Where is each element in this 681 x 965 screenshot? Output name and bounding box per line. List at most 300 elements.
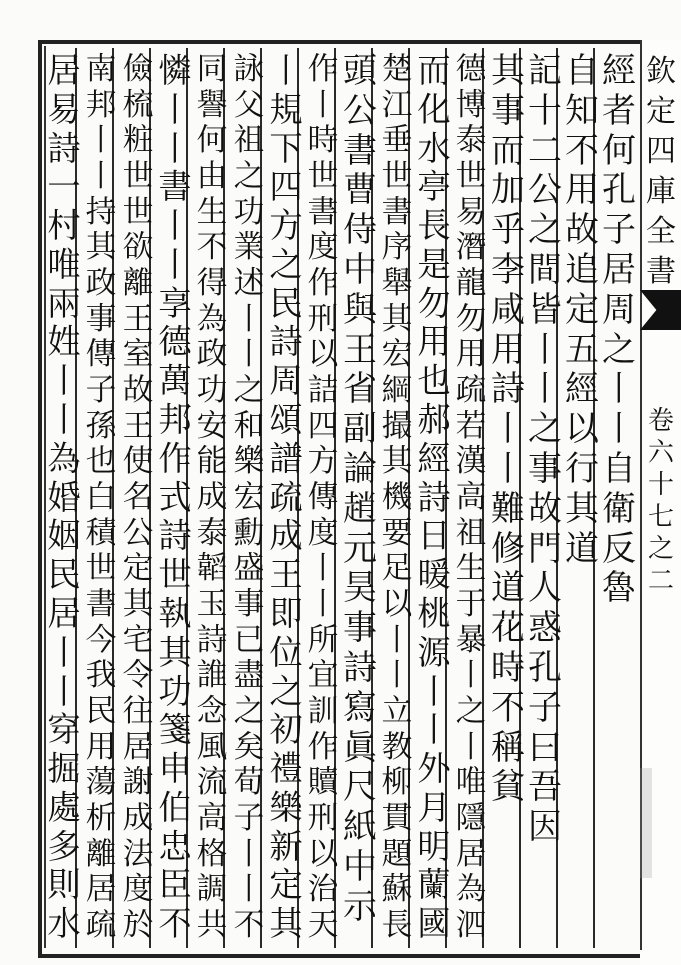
text-char: 示 xyxy=(343,886,377,927)
text-char: 公 xyxy=(122,515,154,551)
text-char: 安 xyxy=(196,408,228,444)
text-char: 暴 xyxy=(455,622,487,658)
margin-volume-char-6: 二 xyxy=(647,566,674,596)
text-char: 教 xyxy=(381,729,413,765)
text-char: 兩 xyxy=(47,283,81,323)
text-char: 積 xyxy=(85,515,117,551)
text-char: 易 xyxy=(455,194,487,230)
text-char: 隱 xyxy=(455,801,487,837)
text-char: 長 xyxy=(417,206,451,246)
text-char: 姻 xyxy=(47,516,81,556)
text-char: 掘 xyxy=(47,749,81,789)
text-char: 作 xyxy=(307,266,339,302)
text-char: 丨 xyxy=(602,409,636,450)
text-char: 刑 xyxy=(307,301,339,337)
text-char: 成 xyxy=(269,516,303,556)
text-char: 時 xyxy=(307,123,339,159)
text-char: 矣 xyxy=(233,729,265,765)
text-char: 與 xyxy=(343,289,377,330)
margin-title-char-5: 全 xyxy=(646,214,676,249)
text-char: 自 xyxy=(602,448,636,489)
text-char: 述 xyxy=(233,266,265,302)
text-char: 化 xyxy=(417,89,451,129)
text-char: 憐 xyxy=(158,52,192,90)
text-char: 往 xyxy=(122,694,154,730)
text-char: 樂 xyxy=(269,787,303,827)
text-char: 丨 xyxy=(233,337,265,373)
text-char: 丨 xyxy=(602,369,636,410)
text-char: 得 xyxy=(196,266,228,302)
text-char: 其 xyxy=(491,52,525,91)
text-char: 書 xyxy=(158,167,192,207)
text-char: 書 xyxy=(307,194,339,230)
margin-title-char-2: 定 xyxy=(646,94,676,129)
text-char: 樂 xyxy=(233,444,265,480)
text-char: 之 xyxy=(233,694,265,730)
text-char: 自 xyxy=(565,52,599,91)
text-char: 李 xyxy=(491,249,525,290)
text-char: 則 xyxy=(47,865,81,905)
text-char: 臣 xyxy=(158,865,192,905)
text-char: 之 xyxy=(233,159,265,195)
text-char: 方 xyxy=(307,444,339,480)
text-char: 月 xyxy=(417,787,451,827)
text-char: 贖 xyxy=(307,765,339,801)
text-char: 申 xyxy=(158,749,192,789)
text-char: 丨 xyxy=(269,52,303,90)
text-char: 周 xyxy=(602,289,636,330)
text-char: 由 xyxy=(196,159,228,195)
text-char: 世 xyxy=(158,555,192,595)
text-char: 玉 xyxy=(196,587,228,623)
text-char: 衛 xyxy=(602,488,636,529)
text-char: 詩 xyxy=(158,516,192,556)
text-char: 副 xyxy=(343,409,377,450)
text-char: 頌 xyxy=(269,400,303,440)
text-char: 王 xyxy=(343,329,377,370)
text-char: 經 xyxy=(417,438,451,478)
text-char: 傳 xyxy=(307,480,339,516)
margin-title-char-4: 庫 xyxy=(646,174,676,209)
text-char: 知 xyxy=(565,90,599,131)
text-char: 邦 xyxy=(85,87,117,123)
text-char: 之 xyxy=(455,694,487,730)
text-char: 之 xyxy=(269,671,303,711)
text-char: 其 xyxy=(381,301,413,337)
text-char: 功 xyxy=(233,194,265,230)
text-char: 訓 xyxy=(307,694,339,730)
text-char: 道 xyxy=(565,528,599,569)
text-char: 綱 xyxy=(381,373,413,409)
text-char: 之 xyxy=(528,210,562,251)
text-char: 萬 xyxy=(158,361,192,401)
text-char: 儉 xyxy=(122,52,154,87)
text-char: 同 xyxy=(196,52,228,87)
text-char: 世 xyxy=(122,159,154,195)
text-char: 世 xyxy=(85,551,117,587)
text-char: 記 xyxy=(528,52,562,91)
text-char: 泰 xyxy=(196,515,228,551)
text-char: 禮 xyxy=(269,749,303,789)
text-char: 即 xyxy=(269,593,303,633)
text-column-16 xyxy=(41,52,87,948)
text-char: 疏 xyxy=(455,373,487,409)
text-char: 花 xyxy=(491,608,525,649)
text-char: 譽 xyxy=(196,87,228,123)
text-char: 勳 xyxy=(233,515,265,551)
text-char: 是 xyxy=(417,244,451,284)
text-char: 南 xyxy=(85,52,117,87)
text-char: 初 xyxy=(269,710,303,750)
text-char: 泗 xyxy=(455,908,487,944)
text-char: 邦 xyxy=(158,400,192,440)
text-char: 忠 xyxy=(158,826,192,866)
text-char: 享 xyxy=(158,283,192,323)
text-char: 事 xyxy=(491,90,525,131)
text-char: 德 xyxy=(455,52,487,87)
text-char: 曰 xyxy=(528,727,562,768)
text-char: 而 xyxy=(417,52,451,90)
text-char: 蕩 xyxy=(85,765,117,801)
text-char: 故 xyxy=(565,210,599,251)
text-char: 丨 xyxy=(307,87,339,123)
text-char: 公 xyxy=(343,90,377,131)
text-char: 以 xyxy=(381,587,413,623)
text-char: 居 xyxy=(602,249,636,290)
text-char: 荀 xyxy=(233,765,265,801)
text-char: 令 xyxy=(122,658,154,694)
text-char: 難 xyxy=(491,488,525,529)
text-char: 論 xyxy=(343,448,377,489)
text-char: 丨 xyxy=(491,448,525,489)
text-char: 民 xyxy=(47,555,81,595)
text-char: 名 xyxy=(122,480,154,516)
text-char: 姓 xyxy=(47,322,81,362)
margin-title-char-1: 欽 xyxy=(646,54,676,89)
text-char: 眞 xyxy=(343,727,377,768)
text-char: 其 xyxy=(122,587,154,623)
text-char: 柳 xyxy=(381,765,413,801)
text-char: 疏 xyxy=(85,908,117,944)
text-char: 伯 xyxy=(158,787,192,827)
text-char: 水 xyxy=(417,128,451,168)
text-char: 十 xyxy=(528,90,562,131)
text-char: 追 xyxy=(565,249,599,290)
text-char: 謝 xyxy=(122,765,154,801)
margin-volume xyxy=(642,405,680,597)
text-char: 題 xyxy=(381,836,413,872)
scan-smudge xyxy=(640,768,652,878)
text-char: 四 xyxy=(269,167,303,207)
text-char: 之 xyxy=(602,329,636,370)
text-char: 欲 xyxy=(122,230,154,266)
text-char: 博 xyxy=(455,87,487,123)
text-char: 詰 xyxy=(307,373,339,409)
text-char: 丨 xyxy=(455,658,487,694)
text-char: 事 xyxy=(343,608,377,649)
text-char: 郝 xyxy=(417,400,451,440)
text-char: 周 xyxy=(269,361,303,401)
text-char: 流 xyxy=(196,765,228,801)
text-char: 門 xyxy=(528,528,562,569)
text-char: 不 xyxy=(158,904,192,944)
text-char: 故 xyxy=(122,373,154,409)
text-char: 中 xyxy=(343,846,377,887)
text-char: 丨 xyxy=(158,89,192,129)
text-char: 勿 xyxy=(455,301,487,337)
text-char: 乎 xyxy=(491,210,525,251)
text-char: 江 xyxy=(381,87,413,123)
text-char: 以 xyxy=(307,337,339,373)
text-char: 水 xyxy=(47,904,81,944)
text-char: 世 xyxy=(455,159,487,195)
text-char: 序 xyxy=(381,230,413,266)
text-char: 修 xyxy=(491,528,525,569)
text-char: 詠 xyxy=(233,52,265,87)
text-char: 位 xyxy=(269,632,303,672)
text-char: 時 xyxy=(491,647,525,688)
text-char: 立 xyxy=(381,694,413,730)
text-char: 盡 xyxy=(233,658,265,694)
text-char: 宏 xyxy=(381,337,413,373)
text-char: 丨 xyxy=(417,671,451,711)
text-char: 蘇 xyxy=(381,872,413,908)
text-char: 能 xyxy=(196,444,228,480)
text-char: 箋 xyxy=(158,710,192,750)
text-char: 長 xyxy=(381,908,413,944)
text-char: 居 xyxy=(85,872,117,908)
text-char: 子 xyxy=(233,801,265,837)
text-char: 不 xyxy=(565,130,599,171)
text-char: 居 xyxy=(455,836,487,872)
margin-title-char-3: 四 xyxy=(646,134,676,169)
text-char: 用 xyxy=(417,322,451,362)
text-char: 故 xyxy=(528,488,562,529)
text-char: 稱 xyxy=(491,727,525,768)
text-char: 之 xyxy=(528,409,562,450)
text-char: 盛 xyxy=(233,551,265,587)
text-char: 室 xyxy=(122,337,154,373)
text-char: 為 xyxy=(47,438,81,478)
text-char: 間 xyxy=(528,249,562,290)
text-char: 丨 xyxy=(233,872,265,908)
text-char: 梳 xyxy=(122,87,154,123)
text-char: 五 xyxy=(565,329,599,370)
text-char: 要 xyxy=(381,515,413,551)
text-char: 唯 xyxy=(47,244,81,284)
text-char: 作 xyxy=(307,729,339,765)
text-char: 昊 xyxy=(343,568,377,609)
text-char: 德 xyxy=(158,322,192,362)
text-char: 省 xyxy=(343,369,377,410)
text-char: 唯 xyxy=(455,765,487,801)
margin-title xyxy=(642,52,680,292)
text-char: 離 xyxy=(122,266,154,302)
text-char: 也 xyxy=(85,444,117,480)
text-char: 疏 xyxy=(269,477,303,517)
text-char: 詩 xyxy=(343,647,377,688)
text-char: 紙 xyxy=(343,807,377,848)
text-char: 用 xyxy=(565,170,599,211)
text-char: 者 xyxy=(602,90,636,131)
text-char: 成 xyxy=(196,480,228,516)
text-char: 書 xyxy=(343,130,377,171)
text-char: 宏 xyxy=(233,480,265,516)
text-char: 定 xyxy=(122,551,154,587)
text-char: 新 xyxy=(269,826,303,866)
text-char: 居 xyxy=(122,729,154,765)
text-char: 生 xyxy=(196,194,228,230)
text-char: 魯 xyxy=(602,568,636,609)
text-char: 王 xyxy=(122,408,154,444)
text-char: 功 xyxy=(196,373,228,409)
text-char: 其 xyxy=(381,444,413,480)
text-char: 龍 xyxy=(455,266,487,302)
text-char: 丨 xyxy=(47,400,81,440)
text-char: 元 xyxy=(343,528,377,569)
text-char: 使 xyxy=(122,444,154,480)
text-char: 勿 xyxy=(417,283,451,323)
text-char: 不 xyxy=(233,908,265,944)
text-char: 世 xyxy=(307,159,339,195)
text-char: 事 xyxy=(233,587,265,623)
text-char: 治 xyxy=(307,872,339,908)
text-char: 丨 xyxy=(528,369,562,410)
text-char: 丨 xyxy=(158,206,192,246)
text-char: 蘭 xyxy=(417,865,451,905)
text-char: 丨 xyxy=(47,361,81,401)
text-char: 用 xyxy=(85,729,117,765)
text-char: 村 xyxy=(47,206,81,246)
text-char: 子 xyxy=(85,373,117,409)
text-char: 度 xyxy=(307,230,339,266)
text-char: 侍 xyxy=(343,210,377,251)
text-char: 中 xyxy=(343,249,377,290)
text-char: 和 xyxy=(233,408,265,444)
text-char: 也 xyxy=(417,361,451,401)
text-char: 寫 xyxy=(343,687,377,728)
text-char: 祖 xyxy=(233,123,265,159)
text-char: 漢 xyxy=(455,444,487,480)
text-char: 宜 xyxy=(307,658,339,694)
text-char: 詩 xyxy=(269,322,303,362)
margin-volume-char-4: 七 xyxy=(647,502,674,532)
text-char: 人 xyxy=(528,568,562,609)
text-char: 多 xyxy=(47,826,81,866)
text-char: 外 xyxy=(417,749,451,789)
text-char: 作 xyxy=(158,438,192,478)
text-char: 何 xyxy=(196,123,228,159)
text-char: 孔 xyxy=(528,647,562,688)
text-char: 為 xyxy=(196,301,228,337)
text-char: 居 xyxy=(47,52,81,90)
text-char: 丨 xyxy=(85,123,117,159)
text-char: 曹 xyxy=(343,170,377,211)
text-char: 定 xyxy=(269,865,303,905)
text-char: 四 xyxy=(307,408,339,444)
text-char: 何 xyxy=(602,130,636,171)
text-char: 日 xyxy=(417,516,451,556)
text-char: 離 xyxy=(85,836,117,872)
text-char: 頭 xyxy=(343,52,377,91)
text-char: 為 xyxy=(455,872,487,908)
text-char: 其 xyxy=(565,488,599,529)
margin-volume-char-3: 十 xyxy=(647,470,674,500)
text-char: 咸 xyxy=(491,289,525,330)
text-char: 加 xyxy=(491,170,525,211)
text-char: 定 xyxy=(565,289,599,330)
text-char: 法 xyxy=(122,836,154,872)
text-char: 譜 xyxy=(269,438,303,478)
text-char: 機 xyxy=(381,480,413,516)
text-char: 于 xyxy=(455,587,487,623)
text-char: 書 xyxy=(381,194,413,230)
text-char: 其 xyxy=(158,632,192,672)
text-char: 傳 xyxy=(85,337,117,373)
text-char: 規 xyxy=(269,89,303,129)
text-char: 孔 xyxy=(602,170,636,211)
text-char: 不 xyxy=(196,230,228,266)
text-char: 用 xyxy=(491,329,525,370)
text-char: 撮 xyxy=(381,408,413,444)
text-char: 詩 xyxy=(417,477,451,517)
text-char: 皆 xyxy=(528,289,562,330)
text-char: 丨 xyxy=(47,632,81,672)
text-char: 國 xyxy=(417,904,451,944)
text-char: 誰 xyxy=(196,658,228,694)
text-char: 粧 xyxy=(122,123,154,159)
text-char: 業 xyxy=(233,230,265,266)
text-char: 風 xyxy=(196,729,228,765)
text-char: 用 xyxy=(455,337,487,373)
text-char: 二 xyxy=(528,130,562,171)
text-char: 子 xyxy=(602,210,636,251)
text-char: 生 xyxy=(455,551,487,587)
text-char: 丨 xyxy=(455,729,487,765)
text-char: 丨 xyxy=(307,551,339,587)
text-char: 王 xyxy=(269,555,303,595)
text-char: 天 xyxy=(307,908,339,944)
text-char: 式 xyxy=(158,477,192,517)
text-char: 楚 xyxy=(381,52,413,87)
margin-volume-char-2: 六 xyxy=(647,438,674,468)
text-char: 居 xyxy=(47,593,81,633)
text-char: 行 xyxy=(565,448,599,489)
text-char: 丨 xyxy=(491,409,525,450)
text-char: 作 xyxy=(307,52,339,87)
text-char: 丨 xyxy=(381,622,413,658)
text-char: 若 xyxy=(455,408,487,444)
text-char: 以 xyxy=(565,409,599,450)
text-char: 韜 xyxy=(196,551,228,587)
text-char: 祖 xyxy=(455,515,487,551)
text-char: 格 xyxy=(196,836,228,872)
text-char: 度 xyxy=(122,872,154,908)
text-char: 事 xyxy=(528,448,562,489)
text-char: 成 xyxy=(122,801,154,837)
text-char: 世 xyxy=(122,194,154,230)
text-char: 丨 xyxy=(233,301,265,337)
text-char: 父 xyxy=(233,87,265,123)
text-char: 丨 xyxy=(233,836,265,872)
text-char: 貧 xyxy=(491,767,525,808)
text-char: 道 xyxy=(491,568,525,609)
text-char: 丨 xyxy=(307,587,339,623)
text-char: 不 xyxy=(491,687,525,728)
text-char: 婚 xyxy=(47,477,81,517)
text-char: 丨 xyxy=(381,658,413,694)
text-char: 析 xyxy=(85,801,117,837)
